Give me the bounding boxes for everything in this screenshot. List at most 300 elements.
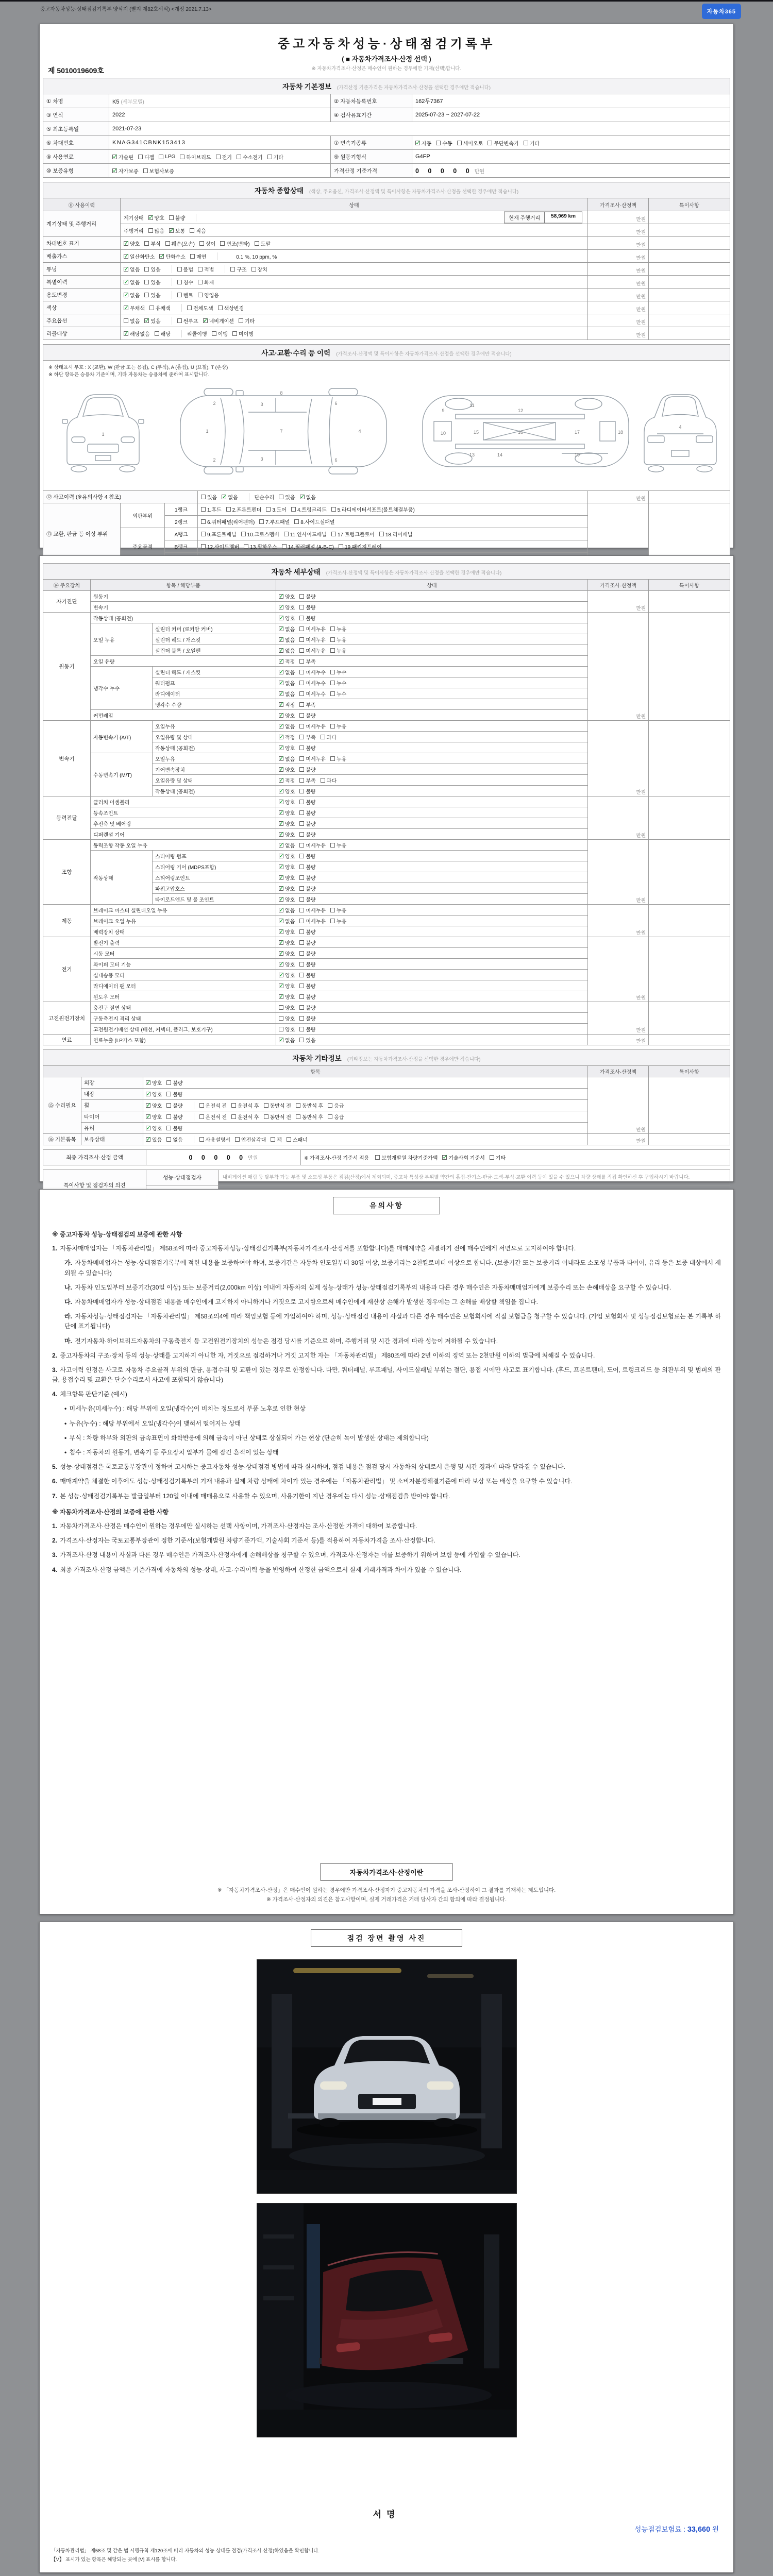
plate-number: 162두7367 — [412, 94, 730, 108]
checkbox-운전석 후[interactable] — [231, 1113, 259, 1121]
checkbox-미세누유[interactable] — [299, 625, 326, 633]
checkbox-있음[interactable] — [144, 291, 160, 299]
checkbox-침수[interactable] — [177, 278, 193, 286]
checkbox-상이[interactable] — [199, 240, 215, 247]
checkbox-미세누수[interactable] — [299, 668, 326, 676]
checkbox-누수[interactable] — [330, 679, 346, 687]
checkbox-누유[interactable] — [330, 625, 346, 633]
checkbox-하이브리드[interactable] — [180, 153, 211, 161]
checkbox-없음[interactable] — [124, 317, 140, 325]
checkbox-스패너[interactable] — [287, 1136, 308, 1143]
checkbox-안전삼각대[interactable] — [235, 1136, 266, 1143]
checkbox-17.트렁크플로어[interactable] — [331, 530, 375, 538]
svg-text:11: 11 — [469, 402, 475, 408]
item-state — [276, 656, 588, 667]
checkbox-없음[interactable] — [279, 906, 295, 914]
checkbox-2.프론트펜더[interactable] — [226, 505, 262, 513]
item-label: 디퍼렌셜 기어 — [91, 829, 276, 840]
checkbox-불량[interactable] — [166, 1090, 182, 1098]
checkbox-보통[interactable] — [169, 227, 185, 234]
checkbox-미세누수[interactable] — [299, 690, 326, 698]
checkbox-불량[interactable] — [299, 711, 315, 719]
checkbox-없음[interactable] — [300, 493, 316, 501]
checkbox-box-icon — [148, 215, 153, 220]
checkbox-양호[interactable] — [146, 1101, 162, 1109]
checkbox-불량[interactable] — [299, 809, 315, 817]
checkbox-label: 무채색 — [130, 306, 145, 312]
checkbox-box-icon — [124, 331, 128, 336]
checkbox-누수[interactable] — [330, 690, 346, 698]
checkbox-label: 적법 — [204, 267, 214, 273]
checkbox-동반석 전[interactable] — [264, 1101, 291, 1109]
checkbox-미세누유[interactable] — [299, 917, 326, 925]
checkbox-있음[interactable] — [299, 1036, 315, 1044]
checkbox-불량[interactable] — [299, 950, 315, 957]
checkbox-불량[interactable] — [169, 214, 185, 222]
checkbox-불량[interactable] — [166, 1124, 182, 1132]
price-cell: 만원 — [588, 905, 649, 937]
checkbox-양호[interactable] — [148, 214, 164, 222]
checkbox-label: 매연 — [196, 254, 207, 260]
checkbox-box-icon — [299, 702, 304, 707]
checkbox-기술사회 기준서[interactable] — [442, 1154, 484, 1161]
checkbox-양호[interactable] — [279, 744, 295, 752]
checkbox-없음[interactable] — [279, 668, 295, 676]
checkbox-11.인사이드패널[interactable] — [284, 530, 327, 538]
row-state — [121, 237, 588, 250]
checkbox-사용설명서[interactable] — [199, 1136, 230, 1143]
checkbox-양호[interactable] — [279, 960, 295, 968]
checkbox-있음[interactable] — [279, 493, 295, 501]
checkbox-렌트[interactable] — [177, 291, 193, 299]
checkbox-label: 세미오토 — [463, 141, 483, 147]
checkbox-box-icon — [146, 1103, 150, 1108]
checkbox-운전석 전[interactable] — [199, 1101, 227, 1109]
checkbox-양호[interactable] — [279, 852, 295, 860]
checkbox-없음[interactable] — [166, 1136, 182, 1143]
price-cell: 만원 — [587, 1134, 648, 1145]
checkbox-없음[interactable] — [124, 291, 140, 299]
checkbox-불량[interactable] — [299, 895, 315, 903]
checkbox-양호[interactable] — [279, 885, 295, 892]
checkbox-적법[interactable] — [198, 265, 214, 273]
checkbox-부족[interactable] — [299, 776, 315, 784]
checkbox-13.휠하우스[interactable] — [244, 543, 277, 550]
checkbox-없음[interactable] — [279, 625, 295, 633]
checkbox-label: 동반석 전 — [270, 1104, 291, 1109]
checkbox-1.후드[interactable] — [201, 505, 222, 513]
checkbox-LPG[interactable] — [159, 154, 175, 160]
item-state — [143, 1089, 588, 1100]
checkbox-없음[interactable] — [279, 647, 295, 654]
checkbox-양호[interactable] — [279, 1004, 295, 1011]
checkbox-label: 동반석 전 — [270, 1115, 291, 1121]
option-group — [230, 265, 278, 273]
checkbox-양호[interactable] — [279, 950, 295, 957]
checkbox-label: 양호 — [152, 1081, 162, 1087]
checkbox-부식[interactable] — [144, 240, 160, 247]
checkbox-양호[interactable] — [279, 798, 295, 806]
item-state — [276, 937, 588, 948]
notice-item — [52, 1404, 721, 1414]
checkbox-9.프론트패널[interactable] — [201, 530, 237, 538]
checkbox-부족[interactable] — [299, 657, 315, 665]
checkbox-불량[interactable] — [299, 928, 315, 936]
checkbox-양호[interactable] — [279, 993, 295, 1001]
checkbox-box-icon — [199, 1114, 204, 1119]
checkbox-4.트렁크리드[interactable] — [291, 505, 327, 513]
checkbox-있음[interactable] — [144, 278, 160, 286]
checkbox-box-icon — [146, 1126, 150, 1130]
main-frame-label: 주요골격 — [121, 528, 165, 565]
checkbox-가솔린[interactable] — [112, 153, 133, 161]
checkbox-없음[interactable] — [279, 1036, 295, 1044]
checkbox-label: 7.루프패널 — [265, 519, 290, 526]
checkbox-불량[interactable] — [299, 1014, 315, 1022]
checkbox-불량[interactable] — [166, 1101, 182, 1109]
item-state — [276, 980, 588, 991]
checkbox-없음[interactable] — [279, 636, 295, 643]
checkbox-없음[interactable] — [124, 265, 140, 273]
checkbox-8.사이드실패널[interactable] — [294, 518, 334, 526]
checkbox-label: 11.인사이드패널 — [290, 532, 327, 538]
checkbox-label: 없음 — [130, 267, 140, 273]
checkbox-일산화탄소[interactable] — [124, 252, 155, 260]
checkbox-미세누유[interactable] — [299, 906, 326, 914]
option-group — [177, 317, 266, 325]
checkbox-운전석 후[interactable] — [231, 1101, 259, 1109]
checkbox-탄화수소[interactable] — [159, 252, 186, 260]
checkbox-불량[interactable] — [299, 787, 315, 795]
item-label: 변속기 — [91, 602, 276, 613]
checkbox-불량[interactable] — [299, 603, 315, 611]
note-cell — [649, 796, 730, 840]
checkbox-있음[interactable] — [201, 493, 217, 501]
table-row — [43, 591, 730, 602]
checkbox-적정[interactable] — [279, 733, 295, 741]
checkbox-적정[interactable] — [279, 776, 295, 784]
checkbox-box-icon — [255, 241, 259, 246]
checkbox-불량[interactable] — [299, 831, 315, 838]
checkbox-10.크로스멤버[interactable] — [241, 530, 279, 538]
checkbox-미세누유[interactable] — [299, 841, 326, 849]
checkbox-수동[interactable] — [436, 139, 452, 147]
checkbox-양호[interactable] — [279, 603, 295, 611]
checkbox-box-icon — [279, 800, 283, 804]
checkbox-디젤[interactable] — [138, 153, 154, 161]
checkbox-box-icon — [180, 155, 184, 159]
checkbox-있음[interactable] — [146, 1136, 162, 1143]
checkbox-label: 양호 — [285, 832, 295, 838]
checkbox-label: 적음 — [196, 228, 206, 234]
checkbox-잭[interactable] — [271, 1136, 282, 1143]
checkbox-동반석 후[interactable] — [296, 1101, 323, 1109]
checkbox-불량[interactable] — [299, 1025, 315, 1033]
price-cell: 만원 — [588, 840, 649, 905]
checkbox-없음[interactable] — [279, 679, 295, 687]
checkbox-18.리어패널[interactable] — [379, 530, 413, 538]
checkbox-기타[interactable] — [524, 139, 540, 147]
checkbox-양호[interactable] — [279, 895, 295, 903]
checkbox-적정[interactable] — [279, 701, 295, 708]
checkbox-미세누유[interactable] — [299, 636, 326, 643]
checkbox-불량[interactable] — [299, 592, 315, 600]
checkbox-box-icon — [241, 532, 246, 536]
final-price-digits: 0 0 0 0 0 — [189, 1154, 247, 1161]
checkbox-12.사이드멤버[interactable] — [201, 543, 239, 550]
checkbox-label: 해당 — [160, 331, 171, 337]
price-cell: 만원 — [588, 314, 649, 327]
checkbox-불량[interactable] — [299, 863, 315, 871]
checkbox-양호[interactable] — [279, 787, 295, 795]
checkbox-양호[interactable] — [279, 592, 295, 600]
checkbox-구조[interactable] — [230, 265, 246, 273]
checkbox-label: 양호 — [285, 594, 295, 600]
checkbox-응급[interactable] — [328, 1101, 344, 1109]
checkbox-양호[interactable] — [279, 1025, 295, 1033]
price-cell: 만원 — [588, 263, 649, 276]
checkbox-양호[interactable] — [146, 1113, 162, 1121]
overall-condition-table — [43, 182, 730, 340]
checkbox-label: 양호 — [285, 973, 295, 979]
checkbox-누수[interactable] — [330, 668, 346, 676]
checkbox-label: 불량 — [306, 789, 316, 795]
checkbox-5.라디에이터서포트(볼트체결부품)[interactable] — [331, 505, 415, 513]
checkbox-응급[interactable] — [328, 1113, 344, 1121]
checkbox-부족[interactable] — [299, 733, 315, 741]
row-label: 색상 — [43, 301, 121, 314]
checkbox-3.도어[interactable] — [266, 505, 287, 513]
item-label: 연료누출 (LP가스 포함) — [91, 1035, 276, 1045]
checkbox-불량[interactable] — [299, 885, 315, 892]
checkbox-불량[interactable] — [299, 960, 315, 968]
checkbox-19.패키지트레이[interactable] — [339, 543, 382, 550]
checkbox-box-icon — [279, 681, 283, 685]
price-cell: 만원 — [588, 1002, 649, 1035]
checkbox-누유[interactable] — [330, 636, 346, 643]
checkbox-양호[interactable] — [146, 1090, 162, 1098]
checkbox-양호[interactable] — [279, 874, 295, 882]
checkbox-6.쿼터패널(리어펜더)[interactable] — [201, 518, 255, 526]
device-label: 고전원전기장치 — [43, 1002, 91, 1035]
checkbox-양호[interactable] — [279, 982, 295, 990]
checkbox-화재[interactable] — [198, 278, 214, 286]
checkbox-없음[interactable] — [279, 690, 295, 698]
checkbox-양호[interactable] — [279, 863, 295, 871]
checkbox-없음[interactable] — [279, 755, 295, 762]
checkbox-수소전기[interactable] — [237, 153, 263, 161]
checkbox-불량[interactable] — [166, 1113, 182, 1121]
checkbox-양호[interactable] — [279, 614, 295, 622]
checkbox-동반석 후[interactable] — [296, 1113, 323, 1121]
notice-item-text: 가격조사·산정자는 국토교통부장관이 정한 기준서(보험개발원 차량기준가액, 기술사회 기준서 등)를 적용하여 자동차가격을 조사·산정합니다. — [60, 1537, 435, 1545]
checkbox-불량[interactable] — [299, 939, 315, 946]
checkbox-썬루프[interactable] — [177, 317, 198, 325]
checkbox-양호[interactable] — [279, 809, 295, 817]
checkbox-양호[interactable] — [146, 1079, 162, 1087]
checkbox-과다[interactable] — [321, 776, 337, 784]
checkbox-없음[interactable] — [222, 493, 238, 501]
car-submodel: (세부모델) — [121, 99, 144, 105]
checkbox-box-icon — [144, 267, 149, 272]
checkbox-label: 상이 — [205, 241, 216, 247]
checkbox-도말[interactable] — [255, 240, 271, 247]
checkbox-label: 전기 — [222, 155, 232, 161]
checkbox-양호[interactable] — [279, 820, 295, 827]
checkbox-누유[interactable] — [330, 647, 346, 654]
rank-label: A랭크 — [165, 528, 198, 540]
checkbox-부족[interactable] — [299, 701, 315, 708]
checkbox-불량[interactable] — [299, 798, 315, 806]
table-row — [43, 301, 730, 314]
checkbox-불량[interactable] — [299, 982, 315, 990]
checkbox-보험개발원 차량기준가액[interactable] — [375, 1154, 438, 1161]
checkbox-전체도색[interactable] — [187, 304, 213, 312]
checkbox-미세누수[interactable] — [299, 679, 326, 687]
checkbox-불량[interactable] — [299, 993, 315, 1001]
checkbox-미세누유[interactable] — [299, 722, 326, 730]
checkbox-box-icon — [330, 670, 335, 674]
checkbox-훼손(오손)[interactable] — [165, 240, 195, 247]
checkbox-이행[interactable] — [212, 330, 228, 337]
checkbox-양호[interactable] — [279, 928, 295, 936]
checkbox-양호[interactable] — [279, 971, 295, 979]
checkbox-불량[interactable] — [299, 971, 315, 979]
checkbox-매연[interactable] — [190, 252, 206, 260]
checkbox-누유[interactable] — [330, 906, 346, 914]
checkbox-box-icon — [379, 532, 384, 536]
checkbox-미이행[interactable] — [232, 330, 254, 337]
checkbox-미세누유[interactable] — [299, 755, 326, 762]
checkbox-label: 누수 — [336, 681, 347, 687]
notice-item-text: 사고이력 인정은 사고로 자동차 주요골격 부위의 판금, 용접수리 및 교환이 있는 경우로 한정합니다. 다만, 쿼터패널, 루프패널, 사이드실패널 부위는 절단, 용접 시에만 사고로 표기합니다. (후드, 프론트펜더, 도어, 트렁크리드 등 외판부위 및 범퍼의 판금, 용접수리 및 교환은 단순수리로서 사고에 포함되지 않습니다) — [52, 1366, 721, 1384]
checkbox-자동[interactable] — [415, 139, 431, 147]
checkbox-양호[interactable] — [124, 240, 140, 247]
checkbox-양호[interactable] — [279, 831, 295, 838]
item-state — [276, 645, 588, 656]
checkbox-불량[interactable] — [299, 1004, 315, 1011]
checkbox-누유[interactable] — [330, 755, 346, 762]
checkbox-불량[interactable] — [299, 766, 315, 773]
checkbox-불량[interactable] — [299, 820, 315, 827]
checkbox-무채색[interactable] — [124, 304, 145, 312]
svg-text:17: 17 — [574, 429, 580, 435]
checkbox-해당[interactable] — [155, 330, 171, 337]
checkbox-네비게이션[interactable] — [203, 317, 234, 325]
notice-item — [52, 1477, 721, 1486]
checkbox-label: 불량 — [306, 929, 316, 936]
checkbox-기타[interactable] — [239, 317, 255, 325]
checkbox-양호[interactable] — [279, 766, 295, 773]
panel-photos-signature — [39, 1922, 734, 2573]
checkbox-label: 썬루프 — [183, 318, 198, 325]
checkbox-불량[interactable] — [299, 744, 315, 752]
checkbox-box-icon — [299, 865, 304, 869]
group-label: 수동변속기 (M/T) — [91, 753, 153, 796]
checkbox-변조(변타)[interactable] — [220, 240, 249, 247]
table-row — [43, 276, 730, 289]
checkbox-장치[interactable] — [251, 265, 267, 273]
checkbox-많음[interactable] — [148, 227, 164, 234]
checkbox-누유[interactable] — [330, 722, 346, 730]
checkbox-box-icon — [330, 637, 335, 642]
notice-item-text: 최종 가격조사·산정 금액은 기준가격에 자동차의 성능·상태, 사고·수리이력 등을 반영하여 산정한 금액으로서 실제 거래가격과 차이가 있을 수 있습니다. — [60, 1566, 462, 1573]
checkbox-label: 8.사이드실패널 — [300, 519, 335, 526]
checkbox-보험사보증[interactable] — [143, 167, 174, 175]
checkbox-누유[interactable] — [330, 917, 346, 925]
checkbox-없음[interactable] — [279, 917, 295, 925]
checkbox-양호[interactable] — [146, 1124, 162, 1132]
checkbox-없음[interactable] — [279, 722, 295, 730]
checkbox-box-icon — [201, 544, 206, 549]
checkbox-불량[interactable] — [166, 1079, 182, 1087]
checkbox-불량[interactable] — [299, 874, 315, 882]
checkbox-있음[interactable] — [144, 317, 160, 325]
notice-item-text: 성능·상태점검은 국토교통부장관이 정하여 고시하는 중고자동차 성능·상태점검 방법에 따라 실시하며, 점검 내용은 점검 당시 자동차의 상태로서 운행 및 시간 경과에 따라 달라질 수 있습니다. — [60, 1463, 565, 1471]
item-state — [276, 916, 588, 926]
checkbox-해당없음[interactable] — [124, 330, 150, 337]
checkbox-양호[interactable] — [279, 1014, 295, 1022]
checkbox-label: 디젤 — [144, 155, 155, 161]
base-price-digits: 0 0 0 0 0 — [415, 167, 473, 175]
notice-item-number: • — [64, 1405, 69, 1413]
checkbox-label: 가솔린 — [119, 155, 133, 161]
checkbox-기타[interactable] — [267, 153, 283, 161]
checkbox-과다[interactable] — [321, 733, 337, 741]
checkbox-색상변경[interactable] — [218, 304, 244, 312]
document-number: 제 5010019609호 — [48, 66, 104, 75]
checkbox-무단변속기[interactable] — [488, 139, 518, 147]
checkbox-불량[interactable] — [299, 852, 315, 860]
checkbox-없음[interactable] — [124, 278, 140, 286]
checkbox-box-icon — [442, 1155, 447, 1160]
checkbox-불량[interactable] — [299, 614, 315, 622]
checkbox-적음[interactable] — [190, 227, 206, 234]
checkbox-영업용[interactable] — [198, 291, 219, 299]
checkbox-불법[interactable] — [177, 265, 193, 273]
checkbox-동반석 전[interactable] — [264, 1113, 291, 1121]
checkbox-label: 불량 — [306, 1027, 316, 1033]
option-group-label: 주행거리 — [124, 228, 144, 234]
page-title: 중고자동차성능·상태점검기록부 — [277, 37, 496, 51]
item-label: 브레이크 마스터 실린더오일 누유 — [91, 905, 276, 916]
svg-text:1: 1 — [206, 428, 209, 434]
checkbox-box-icon — [279, 843, 283, 848]
checkbox-label: 양호 — [285, 951, 295, 957]
checkbox-세미오토[interactable] — [457, 139, 483, 147]
checkbox-14.필러패널 (A·B·C)[interactable] — [282, 543, 334, 550]
price-cell: 만원 — [588, 276, 649, 289]
group-label: 작동상태 — [91, 851, 153, 905]
checkbox-적정[interactable] — [279, 657, 295, 665]
checkbox-없음[interactable] — [279, 841, 295, 849]
checkbox-label: 불량 — [306, 994, 316, 1001]
checkbox-양호[interactable] — [279, 939, 295, 946]
checkbox-미세누유[interactable] — [299, 647, 326, 654]
checkbox-유채색[interactable] — [149, 304, 171, 312]
checkbox-운전석 전[interactable] — [199, 1113, 227, 1121]
checkbox-양호[interactable] — [279, 711, 295, 719]
checkbox-box-icon — [299, 659, 304, 664]
notice-item-number: • — [64, 1434, 69, 1442]
checkbox-전기[interactable] — [216, 153, 232, 161]
checkbox-있음[interactable] — [144, 265, 160, 273]
checkbox-자가보증[interactable] — [112, 167, 139, 175]
checkbox-누유[interactable] — [330, 841, 346, 849]
checkbox-box-icon — [330, 908, 335, 912]
checkbox-7.루프패널[interactable] — [259, 518, 290, 526]
checkbox-기타[interactable] — [490, 1154, 506, 1161]
